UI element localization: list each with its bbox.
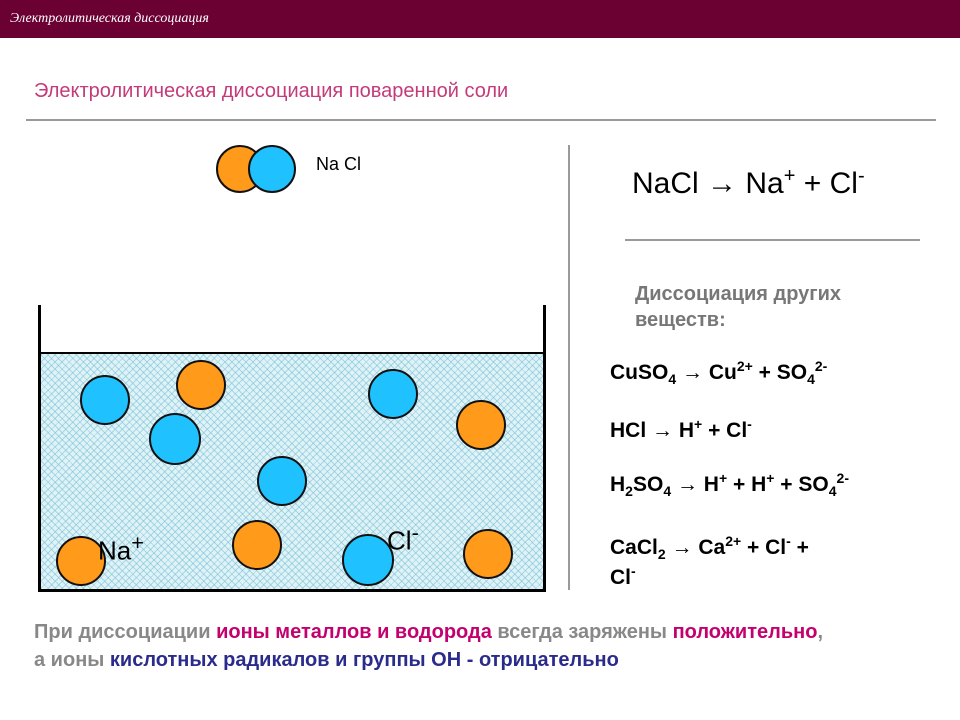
equation-cacl2-continued: Cl- bbox=[610, 563, 636, 589]
chloride-ion bbox=[149, 413, 201, 465]
equation-cacl2: CaCl$_2$ → $Ca^{2+} + Cl^-$ + bbox=[610, 533, 809, 563]
sodium-ion bbox=[456, 400, 506, 450]
chloride-ion bbox=[368, 369, 418, 419]
title-bar bbox=[0, 0, 960, 38]
equation-divider bbox=[625, 239, 920, 241]
chloride-ion bbox=[80, 375, 130, 425]
main-equation: NaCl → Na+ + Cl- bbox=[632, 165, 865, 200]
other-substances-heading: Диссоциация других веществ: bbox=[635, 283, 842, 331]
molecule-chlorine-atom bbox=[248, 145, 296, 193]
page-heading: Электролитическая диссоциация поваренной соли bbox=[34, 80, 509, 102]
chloride-ion bbox=[257, 456, 307, 506]
sodium-ion bbox=[463, 529, 513, 579]
sodium-ion bbox=[176, 360, 226, 410]
sodium-ion-label: Na+ bbox=[98, 530, 144, 566]
chloride-ion-label: Cl- bbox=[387, 520, 419, 556]
molecule-label: Na Cl bbox=[316, 154, 362, 174]
equation-hcl: HCl → H+ + Cl- bbox=[610, 416, 752, 442]
equation-cuso4: CuSO$_4$ → $Cu^{2+} + SO_4^{2-}$ bbox=[610, 358, 828, 388]
heading-divider bbox=[26, 119, 936, 121]
vertical-divider bbox=[568, 145, 570, 590]
title-bar-text: Электролитическая диссоциация bbox=[10, 11, 209, 26]
sodium-ion bbox=[232, 520, 282, 570]
equation-h2so4: $H_2SO_4 \to H^+ + H^+ + SO_4^{2-}$ bbox=[610, 470, 849, 500]
conclusion-text: При диссоциации ионы металлов и водорода всегда заряжены положительно, а ионы кислотных радикалов и группы ОН - отрицательно bbox=[34, 621, 824, 671]
